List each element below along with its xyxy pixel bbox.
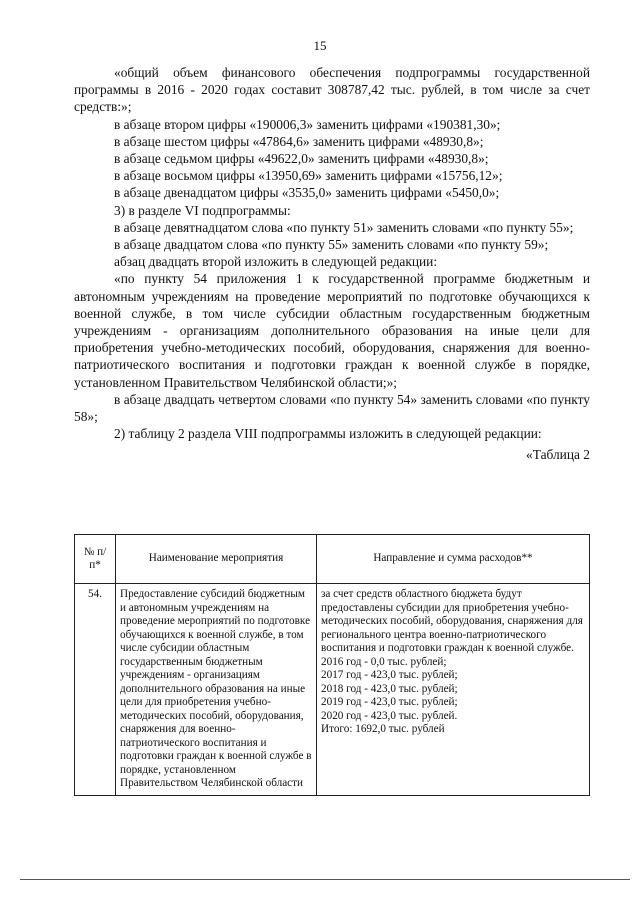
page-bottom-rule [20, 879, 630, 880]
expenses-table [74, 534, 590, 796]
direction-amount-cell [317, 584, 590, 796]
table-caption: «Таблица 2 [526, 447, 590, 463]
event-name: Предоставление субсидий бюджетным и автономным учреждениям на проведение мероприятий по подготовке обучающихся к военной службе, в том числе субсидии областным государственным бюджетным учреждениям - организациям дополнительного образования на иные цели для приобретения учебно-методических пособий, оборудования, снаряжения для военно-патриотического воспитания и подготовки граждан к военной службе в порядке, установленном Правительством Челябинской области [116, 584, 317, 796]
header-direction-amount: Направление и сумма расходов** [317, 535, 590, 584]
year-amount: 2019 год - 423,0 тыс. рублей; [321, 696, 458, 708]
paragraph: в абзаце втором цифры «190006,3» заменить цифрами «190381,30»; [114, 116, 501, 132]
paragraph: в абзаце седьмом цифры «49622,0» заменить цифрами «48930,8»; [114, 151, 489, 167]
year-amount: 2020 год - 423,0 тыс. рублей. [321, 709, 458, 722]
paragraph: в абзаце двенадцатом цифры «3535,0» заменить цифрами «5450,0»; [114, 185, 500, 201]
paragraph: 2) таблицу 2 раздела VIII подпрограммы изложить в следующей редакции: [114, 426, 542, 442]
paragraph: в абзаце двадцать четвертом словами «по пункту 54» заменить словами «по пункту 58»; [74, 391, 590, 425]
paragraph: в абзаце восьмом цифры «13950,69» заменить цифрами «15756,12»; [114, 168, 503, 184]
year-amount: 2018 год - 423,0 тыс. рублей; [321, 682, 458, 695]
direction-text: за счет средств областного бюджета будут предоставлены субсидии для приобретения учебно-методических пособий, оборудования, снаряжения для регионального центра военно-патриотического воспитания и подготовки граждан к военной службе. [321, 588, 583, 654]
header-event-name: Наименование мероприятия [116, 535, 317, 584]
page-number: 15 [313, 38, 327, 53]
paragraph: «общий объем финансового обеспечения подпрограммы государственной программы в 2016 - 2020 годах составит 308787,42 тыс. рублей, в том числе за счет средств:»; [74, 65, 590, 115]
body-text [74, 64, 590, 464]
year-amount: 2017 год - 423,0 тыс. рублей; [321, 669, 458, 681]
row-number: 54. [75, 584, 116, 796]
paragraph: абзац двадцать второй изложить в следующей редакции: [114, 254, 438, 270]
paragraph: в абзаце девятнадцатом слова «по пункту 51» заменить словами «по пункту 55»; [114, 219, 574, 235]
table-row [75, 584, 590, 796]
paragraph: 3) в разделе VI подпрограммы: [114, 202, 291, 218]
paragraph: «по пункту 54 приложения 1 к государственной программе бюджетным и автономным учреждениям на проведение мероприятий по подготовке обучающихся к военной службе, в том числе субсидии областным государственным бюджетным учреждениям - организациям дополнительного образования на иные цели для приобретения учебно-методических пособий, оборудования, снаряжения для военно-патриотического воспитания и подготовки граждан к военной службе в порядке, установленном Правительством Челябинской области;»; [74, 271, 590, 390]
year-amount: 2016 год - 0,0 тыс. рублей; [321, 655, 447, 668]
total-amount: Итого: 1692,0 тыс. рублей [321, 723, 445, 735]
paragraph: в абзаце двадцатом слова «по пункту 55» заменить словами «по пункту 59»; [114, 237, 549, 253]
paragraph: в абзаце шестом цифры «47864,6» заменить цифрами «48930,8»; [114, 133, 484, 149]
table-header-row [75, 535, 590, 584]
header-number: № п/п* [75, 535, 116, 584]
